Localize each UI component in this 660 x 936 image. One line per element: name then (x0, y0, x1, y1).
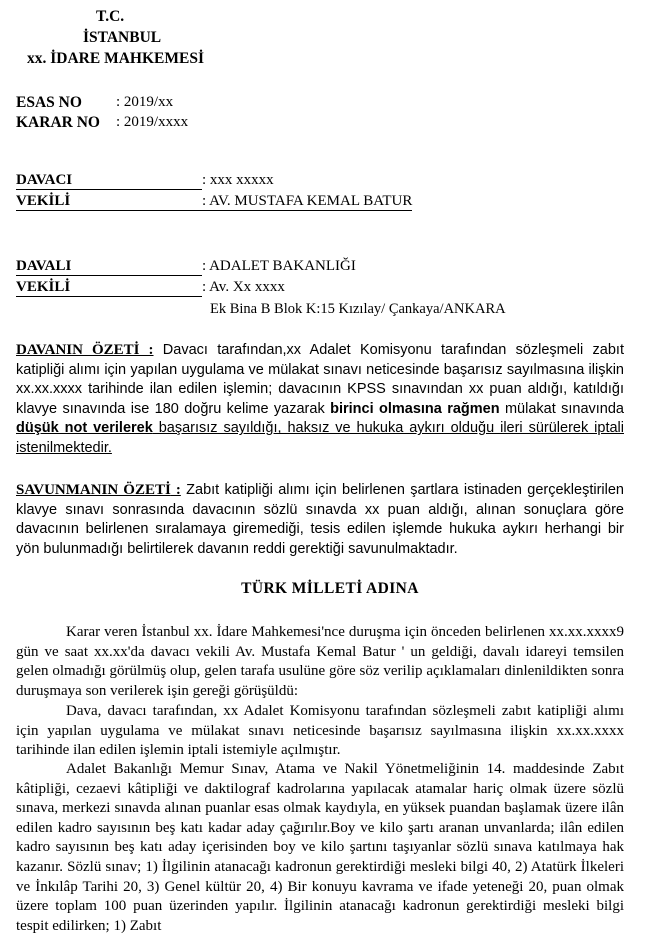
defendant-attorney-label: VEKİLİ (16, 279, 202, 297)
defense-summary-text: Zabıt katipliği alımı için belirlenen şartlara istinaden gerçekleştirilen klavye sınavı sonrasında davacının sözlü sınavda xx puan aldığı, alınan sonuçlara göre davacının belirlenen sıralamaya giremediği, tesis edilen işlemde hukuka aykırı herhangi bir yön bulunmadığı belirtilerek davanın reddi gerektiği savunulmaktadır. (16, 482, 624, 557)
karar-value: : 2019/xxxx (116, 114, 189, 130)
court-line-name: xx. İDARE MAHKEMESİ (27, 50, 204, 67)
case-summary-colon: : (139, 342, 154, 358)
karar-label: KARAR NO (16, 114, 100, 131)
court-line-city: İSTANBUL (83, 29, 162, 46)
case-summary-text-3: başarısız sayıldığı, haksız ve hukuka aykırı olduğu ileri sürülerek iptali istenilmektedir. (16, 420, 624, 456)
defendant-address: Ek Bina B Blok K:15 Kızılay/ Çankaya/ANKARA (210, 301, 506, 317)
defense-summary-label: SAVUNMANIN ÖZETİ (16, 482, 171, 498)
body-paragraph-1: Karar veren İstanbul xx. İdare Mahkemesi'nce duruşma için önceden belirlenen xx.xx.xxxx9 gün ve saat xx.xx'da davacı vekili Av. Mustafa Kemal Batur ' un geldiği, davalı idareyi temsilen gelen olmadığı görülmüş olup, gelen tarafa usulüne göre söz verilip açıklamaları dinlenildikten sonra duruşmaya son verilerek işin gereği görüşüldü: (16, 624, 624, 699)
section-heading: TÜRK MİLLETİ ADINA (241, 580, 419, 597)
plaintiff-value: : xxx xxxxx (202, 172, 274, 188)
case-summary-bold-1: birinci olmasına rağmen (330, 400, 500, 417)
case-summary-label: DAVANIN ÖZETİ (16, 342, 140, 358)
plaintiff-attorney-value: : AV. MUSTAFA KEMAL BATUR (202, 193, 413, 209)
plaintiff-attorney-label: VEKİLİ (16, 193, 202, 211)
court-line-tc: T.C. (96, 8, 125, 25)
defendant-value: : ADALET BAKANLIĞI (202, 258, 356, 274)
defendant-label: DAVALI (16, 258, 202, 276)
esas-label: ESAS NO (16, 94, 82, 111)
esas-value: : 2019/xx (116, 94, 174, 110)
body-paragraph-2: Dava, davacı tarafından, xx Adalet Komisyonu tarafından sözleşmeli zabıt katipliği alımı için yapılan uygulama ve mülakat sınavı neticesinde başarısız sayılmasına ilişkin xx.xx.xxxx tarihinde ilan edilen işlemin iptali istemiyle açılmıştır. (16, 703, 624, 759)
case-summary-bold-2: düşük not verilerek (16, 420, 153, 437)
plaintiff-label: DAVACI (16, 172, 202, 190)
body-paragraph-3: Adalet Bakanlığı Memur Sınav, Atama ve Nakil Yönetmeliğinin 14. maddesinde Zabıt kâtipliği, cezaevi kâtipliği ve daktilograf kadrolarına yapılacak atamalar hariç olmak üzere sözlü sınava, merkezi sınavda alınan puanlar esas olmak kaydıyla, en yüksek puandan başlamak üzere ilân edilen kadro sayısının beş katı kadar aday çağırılır.Boy ve kilo şartı aranan unvanlarda; ilân edilen kadro sayısının beş katı aday içerisinden boy ve kilo şartını taşıyanlar sözlü sınava katılmaya hak kazanır. Sözlü sınav; 1) İlgilinin atanacağı kadronun gerektirdiği mesleki bilgi 40, 2) Atatürk İlkeleri ve İnkılâp Tarihi 20, 3) Genel kültür 20, 4) Bir konuyu kavrama ve ifade yeteneği 20, puan olmak üzere toplam 100 puan üzerinden yapılır. İlgilinin atanacağı kadronun gerektirdiği mesleki bilgi tespit edilirken; 1) Zabıt (16, 761, 624, 934)
case-summary-text-2: mülakat sınavında (499, 400, 624, 417)
case-summary (16, 341, 624, 459)
defense-summary (16, 481, 624, 559)
defendant-attorney-value: : Av. Xx xxxx (202, 279, 285, 295)
defense-summary-colon: : (170, 482, 181, 498)
case-summary-text-1: Davacı tarafından,xx Adalet Komisyonu tarafından sözleşmeli zabıt katipliği alımı için yapılan uygulama ve mülakat sınavı neticesinde başarısız sayılmasına ilişkin xx.xx.xxxx tarihinde ilan edilen işlemin; davacının KPSS sınavından xx puan aldığı, katıldığı klavye sınavında ise 180 doğru kelime yazarak (16, 342, 624, 417)
